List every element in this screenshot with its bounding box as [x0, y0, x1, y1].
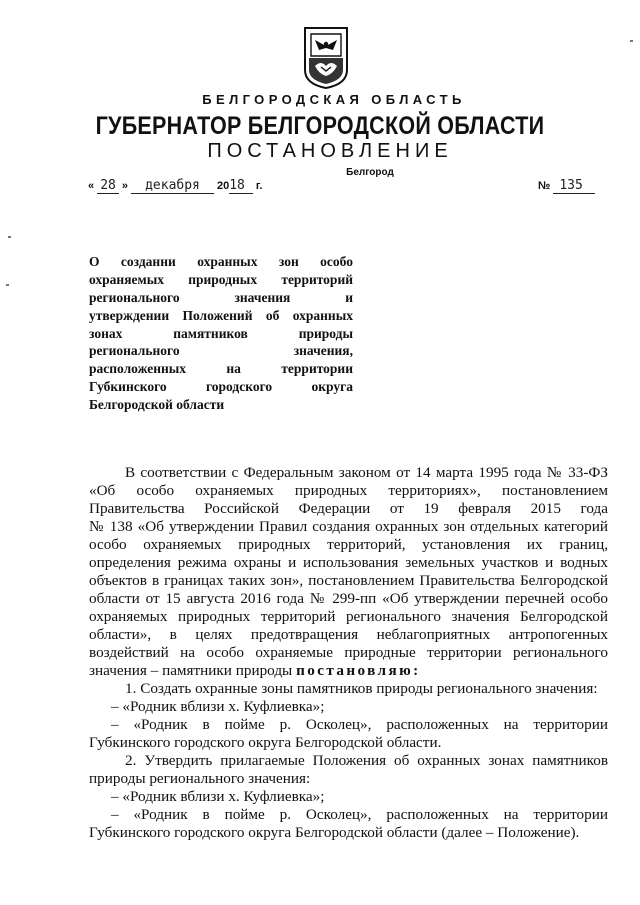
decree-line-start: значения – памятники природы	[89, 662, 293, 679]
date-day: 28	[97, 178, 119, 194]
item-1-a: – «Родник вблизи х. Куфлиевка»;	[111, 698, 325, 715]
title-line: регионального значения и	[89, 289, 353, 305]
title-line: регионального значения,	[89, 343, 353, 359]
title-line: Губкинского городского округа	[89, 379, 353, 395]
body-line: «Об особо охраняемых природных территориях», постановлением	[89, 482, 608, 499]
body-line: области от 15 августа 2016 года № 299-пп «Об утверждении перечней особо	[89, 590, 608, 607]
item-2-b-cont: Губкинского городского округа Белгородской области (далее – Положение).	[89, 824, 580, 841]
issuer-title: ГУБЕРНАТОР БЕЛГОРОДСКОЙ ОБЛАСТИ	[95, 112, 545, 140]
body-line: определения режима охраны и использования земельных участков и водных	[89, 554, 608, 571]
item-2-line-1: 2. Утвердить прилагаемые Положения об охранных зонах памятников	[125, 752, 608, 769]
body-line: охраняемых природных территорий регионального значения Белгородской	[89, 608, 608, 625]
number-value: 135	[553, 178, 594, 194]
date-year-suffix: 18	[229, 178, 253, 194]
item-2-b: – «Родник в пойме р. Осколец», расположенных на территории	[111, 806, 608, 823]
body-line: воздействий на особо охраняемые природные территории регионального	[89, 644, 608, 661]
scan-mark	[630, 40, 633, 42]
item-1: 1. Создать охранные зоны памятников природы регионального значения:	[125, 680, 598, 697]
title-line: охраняемых природных территорий	[89, 271, 353, 287]
date-open-quote: «	[88, 180, 95, 192]
item-2-line-2: природы регионального значения:	[89, 770, 311, 787]
title-line: Белгородской области	[89, 397, 225, 413]
number-prefix: №	[538, 180, 551, 192]
body-line: Правительства Российской Федерации от 19 февраля 2015 года	[89, 500, 608, 517]
decree-word: постановляю	[296, 662, 414, 679]
body-line: В соответствии с Федеральным законом от 14 марта 1995 года № 33-ФЗ	[125, 464, 608, 481]
scan-mark	[8, 236, 11, 238]
body-line: объектов в границах таких зон», постановлением Правительства Белгородской	[89, 572, 608, 589]
item-1-b-cont: Губкинского городского округа Белгородской области.	[89, 734, 442, 751]
document-date	[88, 178, 262, 193]
date-month: декабря	[131, 178, 214, 194]
coat-of-arms-emblem	[303, 26, 349, 90]
scan-mark	[6, 284, 9, 286]
decree-line	[89, 662, 608, 680]
item-1-b: – «Родник в пойме р. Осколец», расположенных на территории	[111, 716, 608, 733]
region-name: БЕЛГОРОДСКАЯ ОБЛАСТЬ	[202, 92, 466, 107]
document-number	[538, 178, 595, 193]
title-line: зонах памятников природы	[89, 325, 353, 341]
body-line: особо охраняемых природных территорий, установления их границ,	[89, 536, 608, 553]
title-line: О созданни охранных зон особо	[89, 254, 353, 269]
decree-colon: :	[413, 662, 419, 679]
document-type: ПОСТАНОВЛЕНИЕ	[207, 140, 453, 162]
title-line: утверждении Положений об охранных	[89, 307, 353, 323]
body-line: области», в целях предотвращения неблагоприятных антропогенных	[89, 626, 608, 643]
title-line: расположенных на территории	[89, 361, 353, 377]
date-year-unit: г.	[255, 180, 263, 192]
date-close-quote: »	[121, 180, 129, 192]
document-title	[89, 253, 353, 414]
item-2-a: – «Родник вблизи х. Куфлиевка»;	[111, 788, 325, 805]
document-body	[89, 464, 608, 842]
body-line: № 138 «Об утверждении Правил создания охранных зон отдельных категорий	[89, 518, 608, 535]
date-year-prefix: 20	[216, 180, 230, 192]
city-name: Белгород	[346, 167, 394, 178]
